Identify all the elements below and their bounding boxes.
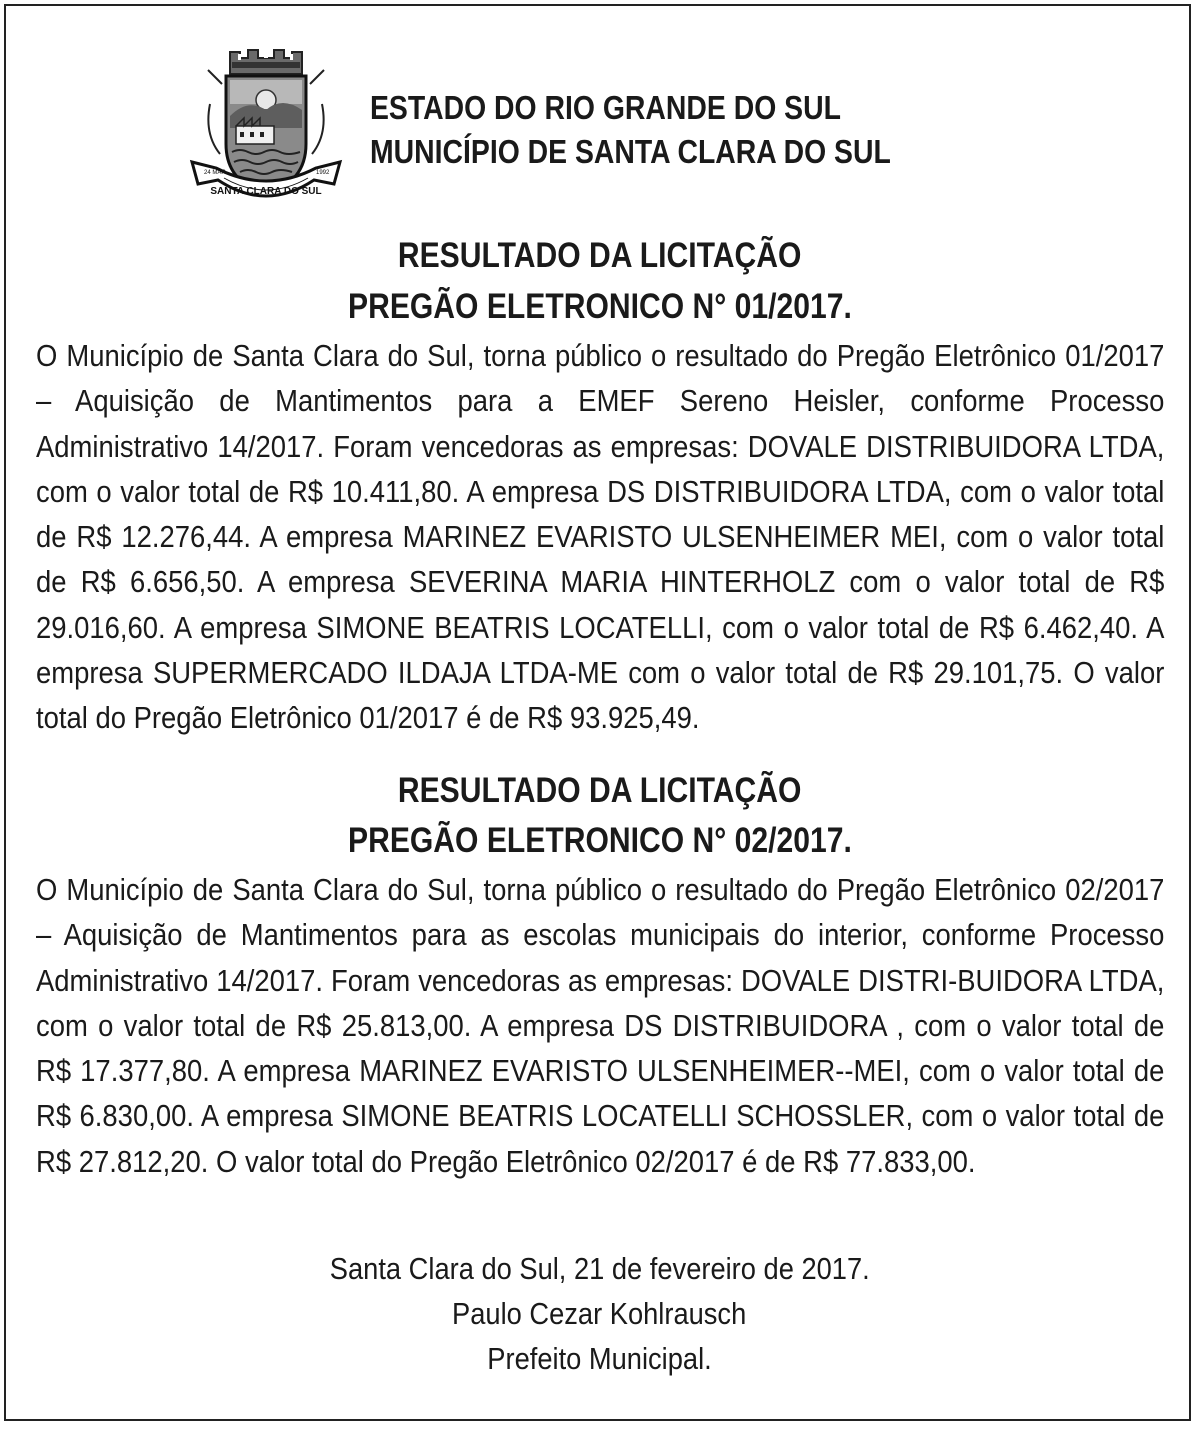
header-municipality: MUNICÍPIO DE SANTA CLARA DO SUL [370,133,891,170]
header-title [370,86,891,174]
section-2-title-line1: RESULTADO DA LICITAÇÃO [397,771,802,810]
svg-text:SANTA CLARA DO SUL: SANTA CLARA DO SUL [210,186,322,197]
section-1-title-line2: PREGÃO ELETRONICO N° 01/2017. [347,287,852,326]
coat-of-arms-icon [186,44,346,214]
signature-name: Paulo Cezar Kohlrausch [452,1296,747,1331]
section-2-title-line2: PREGÃO ELETRONICO N° 02/2017. [347,821,852,860]
svg-text:1992: 1992 [316,170,330,176]
section-1-body: O Município de Santa Clara do Sul, torna público o resultado do Pregão Eletrônico 01/2017 – Aquisição de Mantimentos para a EMEF Sereno Heisler, conforme Processo Administrativo 14/2017. Foram vencedoras as empresas: DOVALE DISTRIBUIDORA LTDA, com o valor total de R$ 10.411,80. A empresa DS DISTRIBUIDORA LTDA, com o valor total de R$ 12.276,44. A empresa MARINEZ EVARISTO ULSENHEIMER MEI, com o valor total de R$ 6.656,50. A empresa SEVERINA MARIA HINTERHOLZ com o valor total de R$ 29.016,60. A empresa SIMONE BEATRIS LOCATELLI, com o valor total de R$ 6.462,40. A empresa SUPERMERCADO ILDAJA LTDA-ME com o valor total de R$ 29.101,75. O valor total do Pregão Eletrônico 01/2017 é de R$ 93.925,49. [36,338,1165,736]
notice-page [4,4,1191,1421]
signature-role: Prefeito Municipal. [487,1341,712,1376]
section-1-title-line1: RESULTADO DA LICITAÇÃO [397,236,802,275]
svg-text:24 MAR: 24 MAR [204,170,226,176]
signature-place-date: Santa Clara do Sul, 21 de fevereiro de 2017. [329,1251,870,1286]
header-state: ESTADO DO RIO GRANDE DO SUL [370,89,841,126]
section-2-body: O Município de Santa Clara do Sul, torna público o resultado do Pregão Eletrônico 02/2017 – Aquisição de Mantimentos para as escolas municipais do interior, conforme Processo Administrativo 14/2017. Foram vencedoras as empresas: DOVALE DISTRI-BUIDORA LTDA, com o valor total de R$ 25.813,00. A empresa DS DISTRIBUIDORA , com o valor total de R$ 17.377,80. A empresa MARINEZ EVARISTO ULSENHEIMER--MEI, com o valor total de R$ 6.830,00. A empresa SIMONE BEATRIS LOCATELLI SCHOSSLER, com o valor total de R$ 27.812,20. O valor total do Pregão Eletrônico 02/2017 é de R$ 77.833,00. [36,872,1165,1179]
signature-block [6,1246,1193,1381]
